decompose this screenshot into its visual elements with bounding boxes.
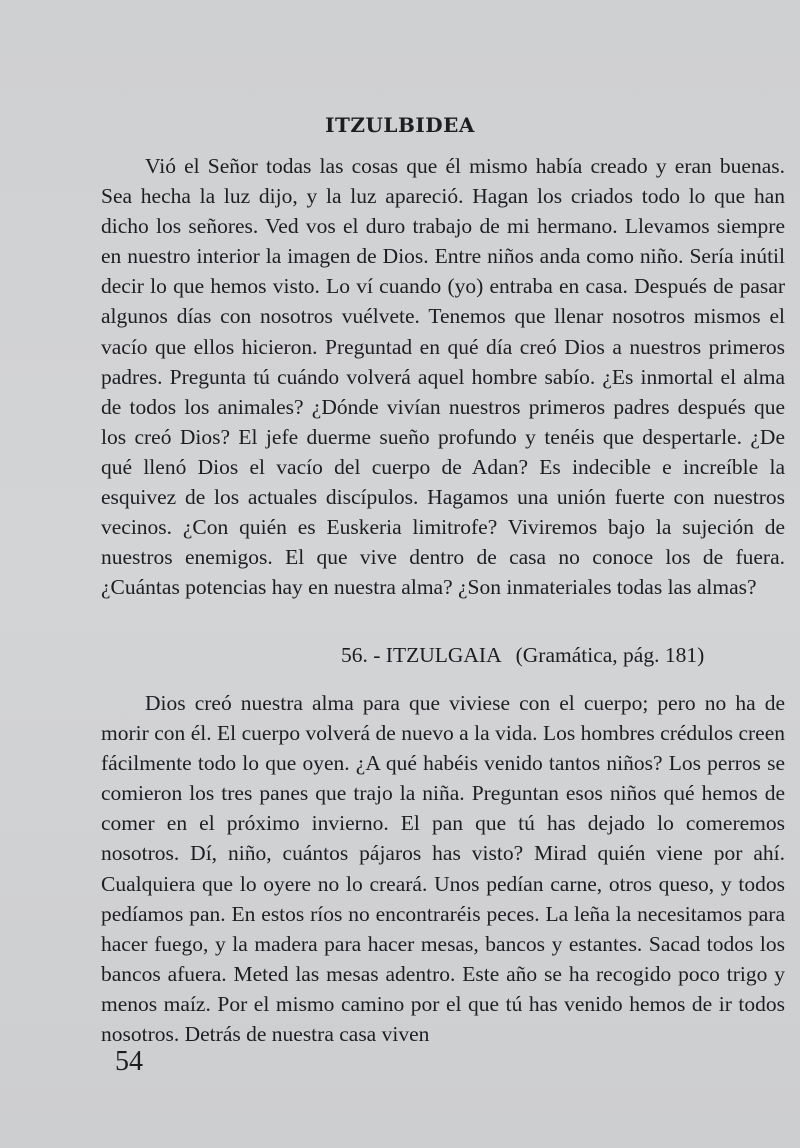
- page-number: 54: [115, 1046, 143, 1077]
- exercise-heading: 56. - ITZULGAIA: [341, 643, 502, 667]
- exercise-paragraph: Dios creó nuestra alma para que viviese con el cuerpo; pero no ha de morir con él. El cuerpo volverá de nuevo a la vida. Los hombres crédulos creen fácilmente todo lo que oyen. ¿A qué habéis venido tantos niños? Los perros se comieron los tres panes que trajo la niña. Preguntan esos niños qué hemos de comer en el próximo invierno. El pan que tú has dejado lo comeremos nosotros. Dí, niño, cuántos pájaros has visto? Mirad quién viene por ahí. Cualquiera que lo oyere no lo creará. Unos pedían carne, otros queso, y todos pedíamos pan. En estos ríos no encontraréis peces. La leña la necesitamos para hacer fuego, y la madera para hacer mesas, bancos y estantes. Sacad todos los bancos afuera. Meted las mesas adentro. Este año se ha recogido poco trigo y menos maíz. Por el mismo camino por el que tú has venido hemos de ir todos nosotros. Detrás de nuestra casa viven: [101, 691, 785, 1047]
- translation-paragraph: Vió el Señor todas las cosas que él mismo había creado y eran buenas. Sea hecha la luz dijo, y la luz apareció. Hagan los criados todo lo que han dicho los señores. Ved vos el duro trabajo de mi hermano. Llevamos siempre en nuestro interior la imagen de Dios. Entre niños anda como niño. Sería inútil decir lo que hemos visto. Lo ví cuando (yo) entraba en casa. Después de pasar algunos días con nosotros vuélvete. Tenemos que llenar nosotros mismos el vacío que ellos hicieron. Preguntad en qué día creó Dios a nuestros primeros padres. Pregunta tú cuándo volverá aquel hombre sabío. ¿Es inmortal el alma de todos los animales? ¿Dónde vivían nuestros primeros padres después que los creó Dios? El jefe duerme sueño profundo y tenéis que despertarle. ¿De qué llenó Dios el vacío del cuerpo de Adan? Es indecible e increíble la esquivez de los actuales discípulos. Hagamos una unión fuerte con nuestros vecinos. ¿Con quién es Euskeria limitrofe? Viviremos bajo la sujeción de nuestros enemigos. El que vive dentro de casa no conoce los de fuera. ¿Cuántas potencias hay en nuestra alma? ¿Son inmateriales todas las almas?: [101, 154, 785, 600]
- grammar-reference: (Gramática, pág. 181): [515, 643, 705, 667]
- section-title: ITZULBIDEA: [325, 113, 475, 137]
- exercise-heading-line: [341, 643, 704, 668]
